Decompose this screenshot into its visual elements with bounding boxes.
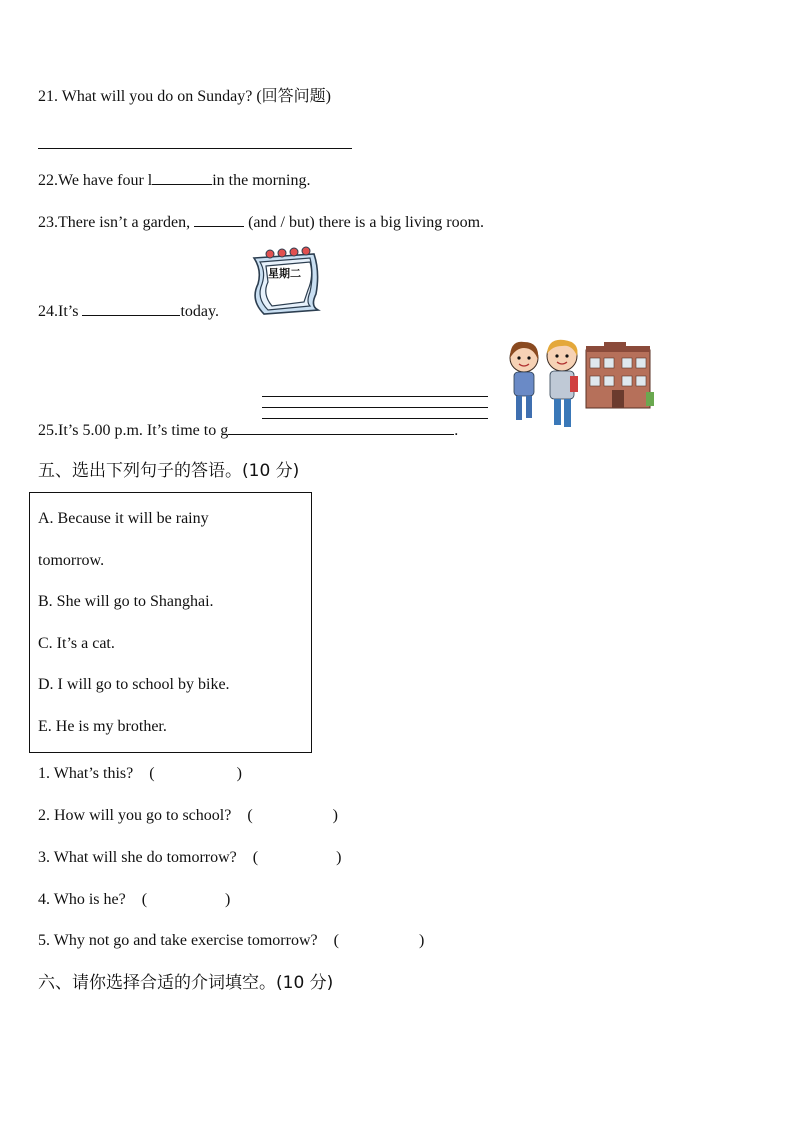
- blank-22[interactable]: [152, 170, 212, 185]
- blank-25[interactable]: [228, 420, 454, 435]
- match-question-2: [38, 806, 338, 826]
- answer-line-25a[interactable]: [262, 396, 488, 397]
- answer-paren-open: (: [141, 891, 148, 908]
- match-question-1: [38, 764, 242, 784]
- option-e: E. He is my brother.: [38, 718, 167, 735]
- question-22-suffix: in the morning.: [212, 172, 311, 189]
- answer-paren-close: ): [332, 807, 338, 824]
- question-21: [38, 87, 331, 107]
- match-question-4-text: 4. Who is he?: [38, 891, 126, 908]
- question-23-suffix: (and / but) there is a big living room.: [244, 214, 485, 231]
- question-24-prefix: 24.It’s: [38, 303, 83, 320]
- match-question-1-text: 1. What’s this?: [38, 765, 134, 782]
- answer-paren-open: (: [333, 932, 339, 949]
- answer-options-box: [29, 492, 312, 753]
- match-question-5: [38, 931, 424, 951]
- answer-paren-close: ): [336, 849, 342, 866]
- option-b: B. She will go to Shanghai.: [38, 593, 214, 610]
- question-25: [38, 420, 458, 441]
- option-a-continued: tomorrow.: [38, 552, 105, 569]
- match-question-5-text: 5. Why not go and take exercise tomorrow?: [38, 932, 318, 949]
- answer-line-25c[interactable]: [262, 418, 488, 419]
- option-a: A. Because it will be rainy: [38, 510, 209, 527]
- answer-line-25b[interactable]: [262, 407, 488, 408]
- answer-paren-open: (: [252, 849, 259, 866]
- calendar-icon: [244, 244, 324, 316]
- calendar-day-text: 星期二: [268, 267, 301, 280]
- answer-line-21[interactable]: [38, 148, 352, 149]
- answer-paren-close: ): [225, 891, 231, 908]
- question-24-suffix: today.: [180, 303, 219, 320]
- section-5-title: 五、选出下列句子的答语。(10 分): [38, 461, 300, 481]
- kids-going-to-school-illustration: [500, 336, 656, 436]
- option-c: C. It’s a cat.: [38, 635, 115, 652]
- question-23: [38, 212, 484, 233]
- blank-23[interactable]: [194, 212, 244, 227]
- option-d: D. I will go to school by bike.: [38, 676, 230, 693]
- match-question-3-text: 3. What will she do tomorrow?: [38, 849, 237, 866]
- question-25-suffix: .: [454, 422, 459, 439]
- blank-24[interactable]: [82, 301, 180, 316]
- question-25-prefix: 25.It’s 5.00 p.m. It’s time to g: [38, 422, 229, 439]
- question-24: [38, 301, 219, 322]
- question-21-text: 21. What will you do on Sunday? (回答问题): [38, 88, 332, 105]
- answer-paren-close: ): [236, 765, 242, 782]
- question-22-prefix: 22.We have four l: [38, 172, 153, 189]
- answer-paren-close: ): [418, 932, 425, 949]
- question-23-prefix: 23.There isn’t a garden,: [38, 214, 195, 231]
- section-6-title: 六、请你选择合适的介词填空。(10 分): [38, 973, 334, 993]
- match-question-4: [38, 890, 230, 910]
- answer-paren-open: (: [247, 807, 253, 824]
- answer-paren-open: (: [149, 765, 155, 782]
- match-question-3: [38, 848, 341, 868]
- match-question-2-text: 2. How will you go to school?: [38, 807, 232, 824]
- question-22: [38, 170, 310, 191]
